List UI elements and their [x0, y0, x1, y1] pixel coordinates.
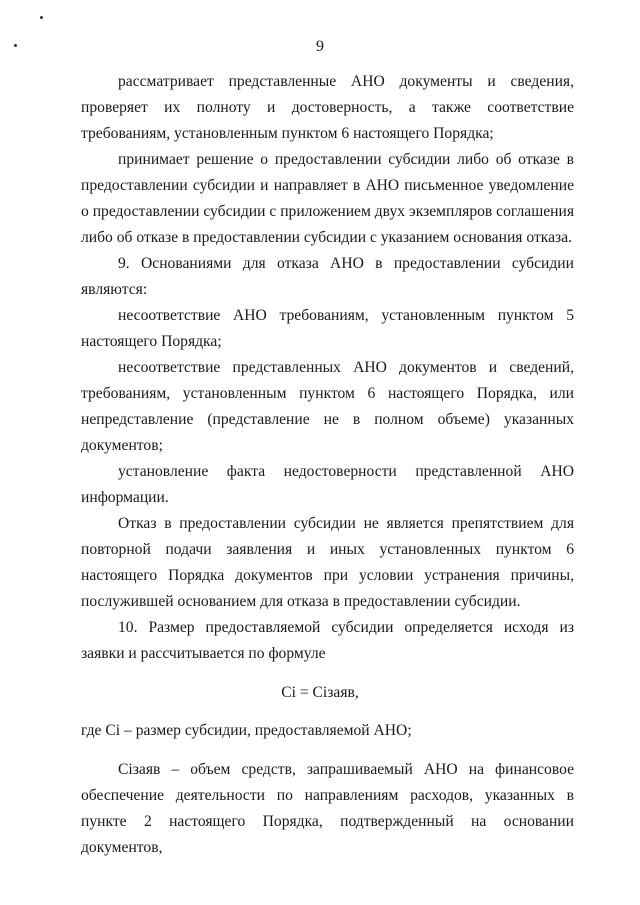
paragraph-definition: Сізаяв – объем средств, запрашиваемый АНО на финансовое обеспечение деятельности по направлениям расходов, указанных в пункте 2 настоящего Порядка, подтвержденный на основании документов, [81, 761, 574, 856]
paragraph-section-10: 10. Размер предоставляемой субсидии определяется исходя из заявки и рассчитывается по формуле [81, 619, 574, 662]
paragraph-review: рассматривает представленные АНО документы и сведения, проверяет их полноту и достоверность, а также соответствие требованиям, установленным пунктом 6 настоящего Порядка; [81, 73, 574, 142]
paragraph-false-info: установление факта недостоверности представленной АНО информации. [81, 463, 574, 506]
formula: Ci = Сізаяв, [281, 684, 359, 701]
paragraph-where: где Ci – размер субсидии, предоставляемой АНО; [81, 722, 412, 739]
paragraph-section-9: 9. Основаниями для отказа АНО в предоставлении субсидии являются: [81, 255, 574, 298]
paragraph-refusal: Отказ в предоставлении субсидии не является препятствием для повторной подачи заявления и иных установленных пунктом 6 настоящего Порядка документов при условии устранения причины, послужившей основанием для отказа в предоставлении субсидии. [81, 515, 574, 610]
paragraph-mismatch-documents: несоответствие представленных АНО документов и сведений, требованиям, установленным пунктом 6 настоящего Порядка, или непредставление (представление не в полном объеме) указанных документов; [81, 359, 574, 454]
paragraph-mismatch-requirements: несоответствие АНО требованиям, установленным пунктом 5 настоящего Порядка; [81, 307, 574, 350]
page-number: 9 [316, 38, 324, 55]
scan-mark [40, 16, 43, 19]
paragraph-decision: принимает решение о предоставлении субсидии либо об отказе в предоставлении субсидии и направляет в АНО письменное уведомление о предоставлении субсидии с приложением двух экземпляров соглашения либо об отказе в предоставлении субсидии с указанием основания отказа. [81, 151, 574, 246]
